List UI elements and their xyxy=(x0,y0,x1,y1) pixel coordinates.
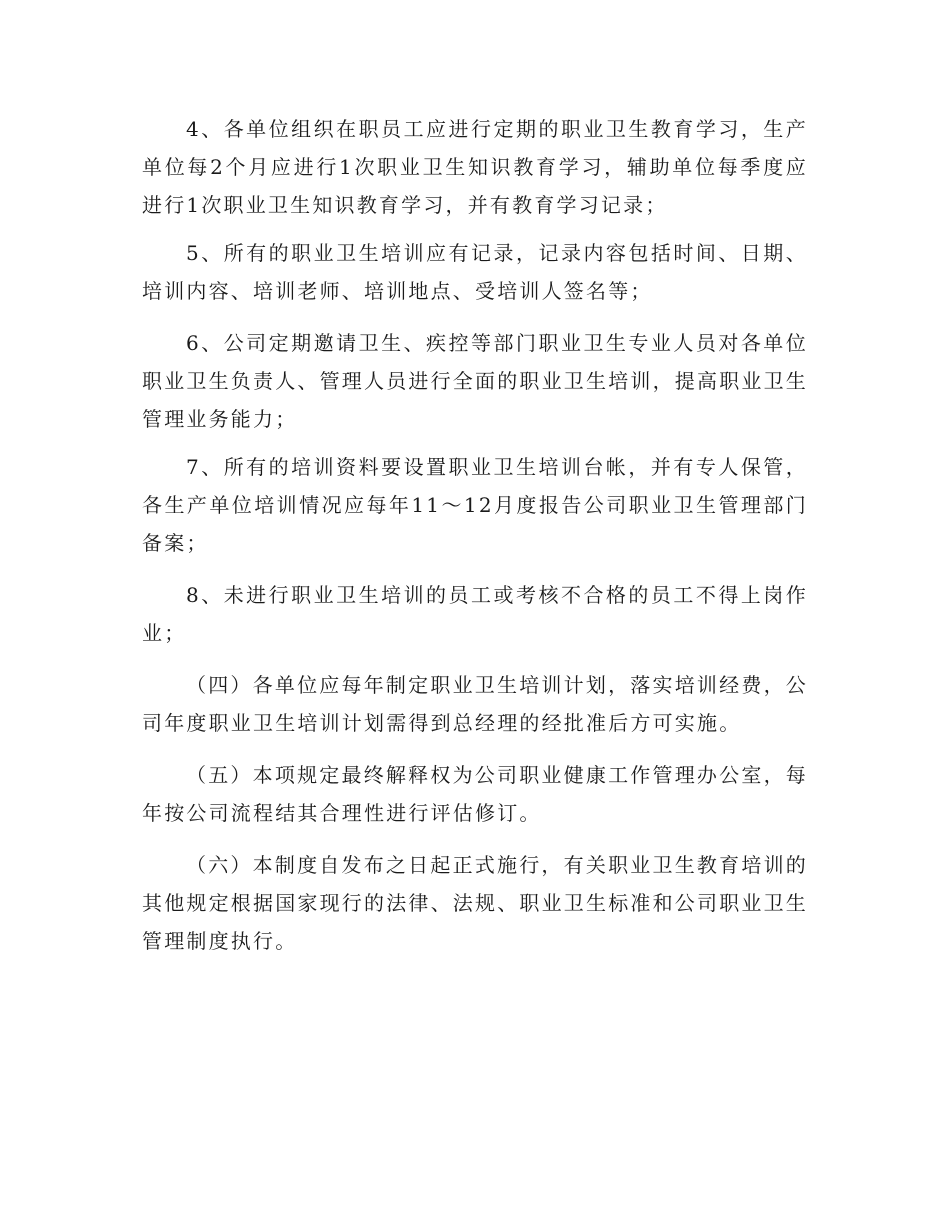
paragraph-item-4: 4、各单位组织在职员工应进行定期的职业卫生教育学习，生产单位每2个月应进行1次职业卫生知识教育学习，辅助单位每季度应进行1次职业卫生知识教育学习，并有教育学习记录； xyxy=(142,117,808,217)
paragraph-section-5: （五）本项规定最终解释权为公司职业健康工作管理办公室，每年按公司流程结其合理性进行评估修订。 xyxy=(142,763,808,825)
paragraph-section-4: （四）各单位应每年制定职业卫生培训计划，落实培训经费，公司年度职业卫生培训计划需得到总经理的经批准后方可实施。 xyxy=(142,673,808,735)
paragraph-item-5: 5、所有的职业卫生培训应有记录，记录内容包括时间、日期、培训内容、培训老师、培训地点、受培训人签名等； xyxy=(142,241,808,303)
paragraph-item-8: 8、未进行职业卫生培训的员工或考核不合格的员工不得上岗作业； xyxy=(142,583,808,645)
paragraph-item-6: 6、公司定期邀请卫生、疾控等部门职业卫生专业人员对各单位职业卫生负责人、管理人员进行全面的职业卫生培训，提高职业卫生管理业务能力； xyxy=(142,331,808,431)
paragraph-section-6: （六）本制度自发布之日起正式施行，有关职业卫生教育培训的其他规定根据国家现行的法律、法规、职业卫生标准和公司职业卫生管理制度执行。 xyxy=(142,853,808,953)
paragraph-item-7: 7、所有的培训资料要设置职业卫生培训台帐，并有专人保管，各生产单位培训情况应每年11～12月度报告公司职业卫生管理部门备案； xyxy=(142,455,808,555)
